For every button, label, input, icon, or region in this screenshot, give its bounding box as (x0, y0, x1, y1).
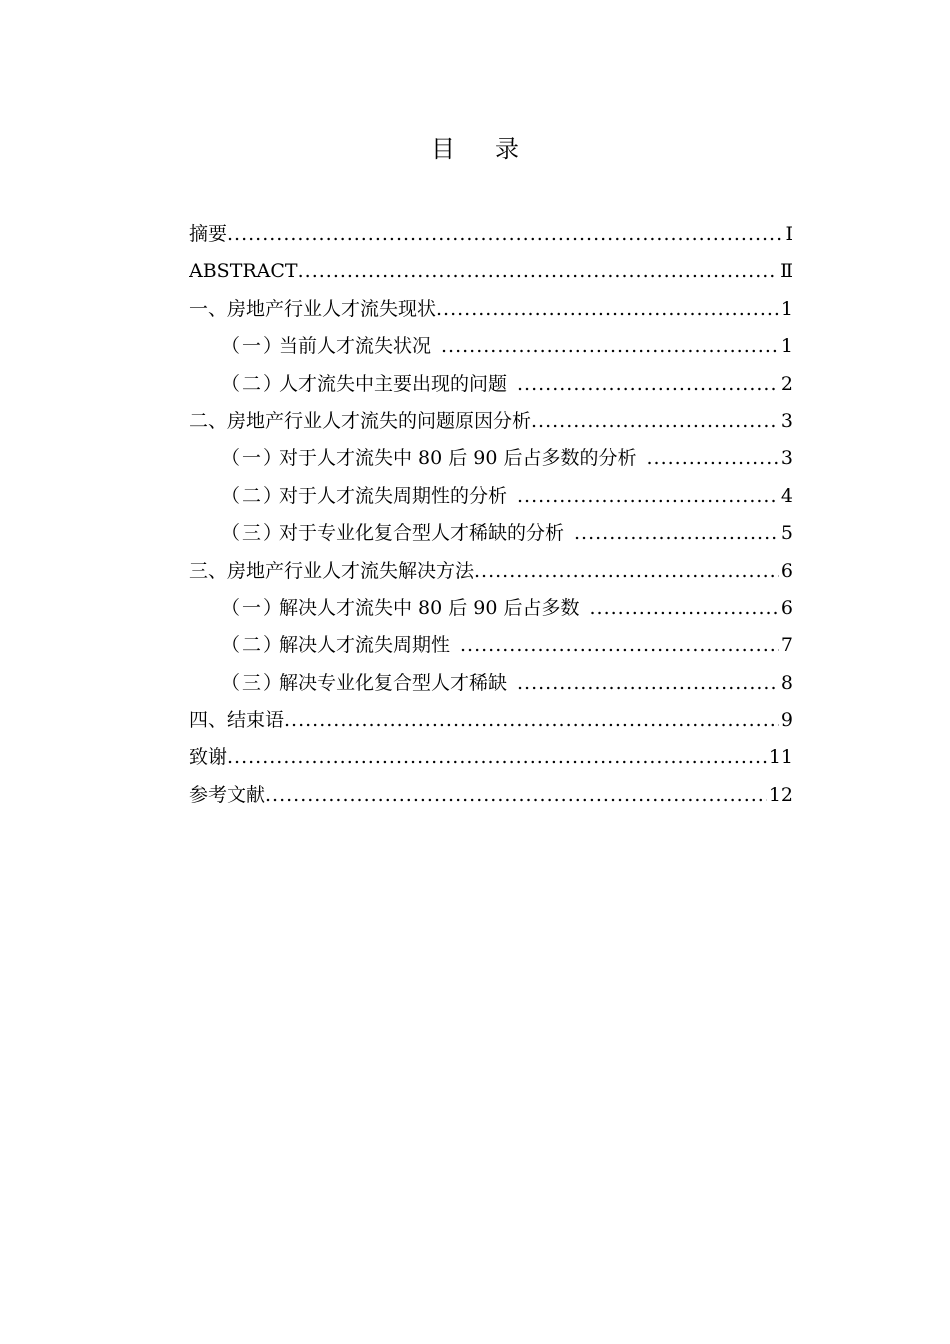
dot-leader (298, 253, 778, 290)
title-char-1: 目 (431, 135, 455, 163)
toc-section-number: （一） (221, 596, 285, 619)
toc-section-number: （二） (221, 634, 285, 657)
toc-entry-chapter-2[interactable] (189, 403, 793, 440)
toc-entry-label: 人才流失中主要出现的问题 (279, 372, 508, 395)
toc-entry-label: 解决人才流失周期性 (279, 634, 451, 657)
toc-page-number: 6 (780, 596, 793, 619)
dot-leader (517, 366, 779, 403)
dot-leader (284, 702, 779, 739)
toc-page-number: Ⅱ (780, 260, 793, 283)
toc-entry-abstract-cn[interactable] (189, 216, 793, 253)
toc-entry-acknowledgements[interactable] (189, 739, 793, 776)
toc-entry-label: 对于人才流失中 80 后 90 后占多数的分析 (279, 447, 637, 470)
toc-section-number: （二） (221, 484, 285, 507)
toc-entry-references[interactable] (189, 777, 793, 814)
dot-leader (474, 553, 779, 590)
dot-leader (441, 328, 779, 365)
toc-page-number: 6 (780, 559, 793, 582)
toc-page-number: 1 (780, 297, 793, 320)
page-title (0, 133, 950, 165)
toc-entry-label: 对于专业化复合型人才稀缺的分析 (279, 522, 565, 545)
dot-leader (436, 291, 779, 328)
toc-page-number: 1 (780, 335, 793, 358)
toc-page-number: 9 (780, 709, 793, 732)
toc-entry-label: 一、房地产行业人才流失现状 (189, 297, 437, 320)
dot-leader (574, 515, 779, 552)
title-char-2: 录 (495, 135, 519, 163)
toc-entry-section-1-2[interactable] (189, 366, 793, 403)
toc-page-number: 4 (780, 484, 793, 507)
toc-section-number: （一） (221, 447, 285, 470)
toc-entry-label: 四、结束语 (189, 709, 285, 732)
toc-page-number: 11 (768, 746, 793, 769)
dot-leader (227, 739, 767, 776)
toc-entry-label: 解决人才流失中 80 后 90 后占多数 (279, 596, 580, 619)
dot-leader (531, 403, 779, 440)
toc-entry-label: 二、房地产行业人才流失的问题原因分析 (189, 409, 532, 432)
toc-entry-label: 致谢 (189, 746, 228, 769)
toc-page-number: 2 (780, 372, 793, 395)
toc-entry-label: 对于人才流失周期性的分析 (279, 484, 508, 507)
toc-section-number: （三） (221, 671, 285, 694)
toc-entry-label: 参考文献 (189, 783, 266, 806)
dot-leader (227, 216, 783, 253)
table-of-contents (189, 216, 793, 814)
dot-leader (517, 478, 779, 515)
dot-leader (590, 590, 779, 627)
toc-page-number: 12 (768, 783, 793, 806)
toc-entry-label: 当前人才流失状况 (279, 335, 432, 358)
toc-page-number: 3 (780, 447, 793, 470)
toc-entry-chapter-4[interactable] (189, 702, 793, 739)
toc-section-number: （一） (221, 335, 285, 358)
dot-leader (647, 440, 779, 477)
toc-entry-chapter-1[interactable] (189, 291, 793, 328)
toc-entry-label: 摘要 (189, 223, 228, 245)
toc-entry-label: ABSTRACT (189, 260, 298, 283)
toc-section-number: （二） (221, 372, 285, 395)
dot-leader (265, 777, 767, 814)
toc-entry-section-3-1[interactable] (189, 590, 793, 627)
toc-entry-section-1-1[interactable] (189, 328, 793, 365)
toc-entry-section-3-2[interactable] (189, 627, 793, 664)
dot-leader (460, 627, 779, 664)
toc-page-number: Ⅰ (785, 223, 793, 245)
toc-entry-section-3-3[interactable] (189, 665, 793, 702)
toc-page-number: 3 (780, 409, 793, 432)
dot-leader (517, 665, 779, 702)
toc-page-number: 5 (780, 522, 793, 545)
toc-page-number: 8 (780, 671, 793, 694)
toc-entry-section-2-1[interactable] (189, 440, 793, 477)
toc-entry-label: 三、房地产行业人才流失解决方法 (189, 559, 475, 582)
toc-section-number: （三） (221, 522, 285, 545)
toc-page-number: 7 (780, 634, 793, 657)
toc-entry-section-2-2[interactable] (189, 478, 793, 515)
toc-entry-section-2-3[interactable] (189, 515, 793, 552)
toc-entry-label: 解决专业化复合型人才稀缺 (279, 671, 508, 694)
toc-entry-abstract-en[interactable] (189, 253, 793, 290)
toc-entry-chapter-3[interactable] (189, 553, 793, 590)
